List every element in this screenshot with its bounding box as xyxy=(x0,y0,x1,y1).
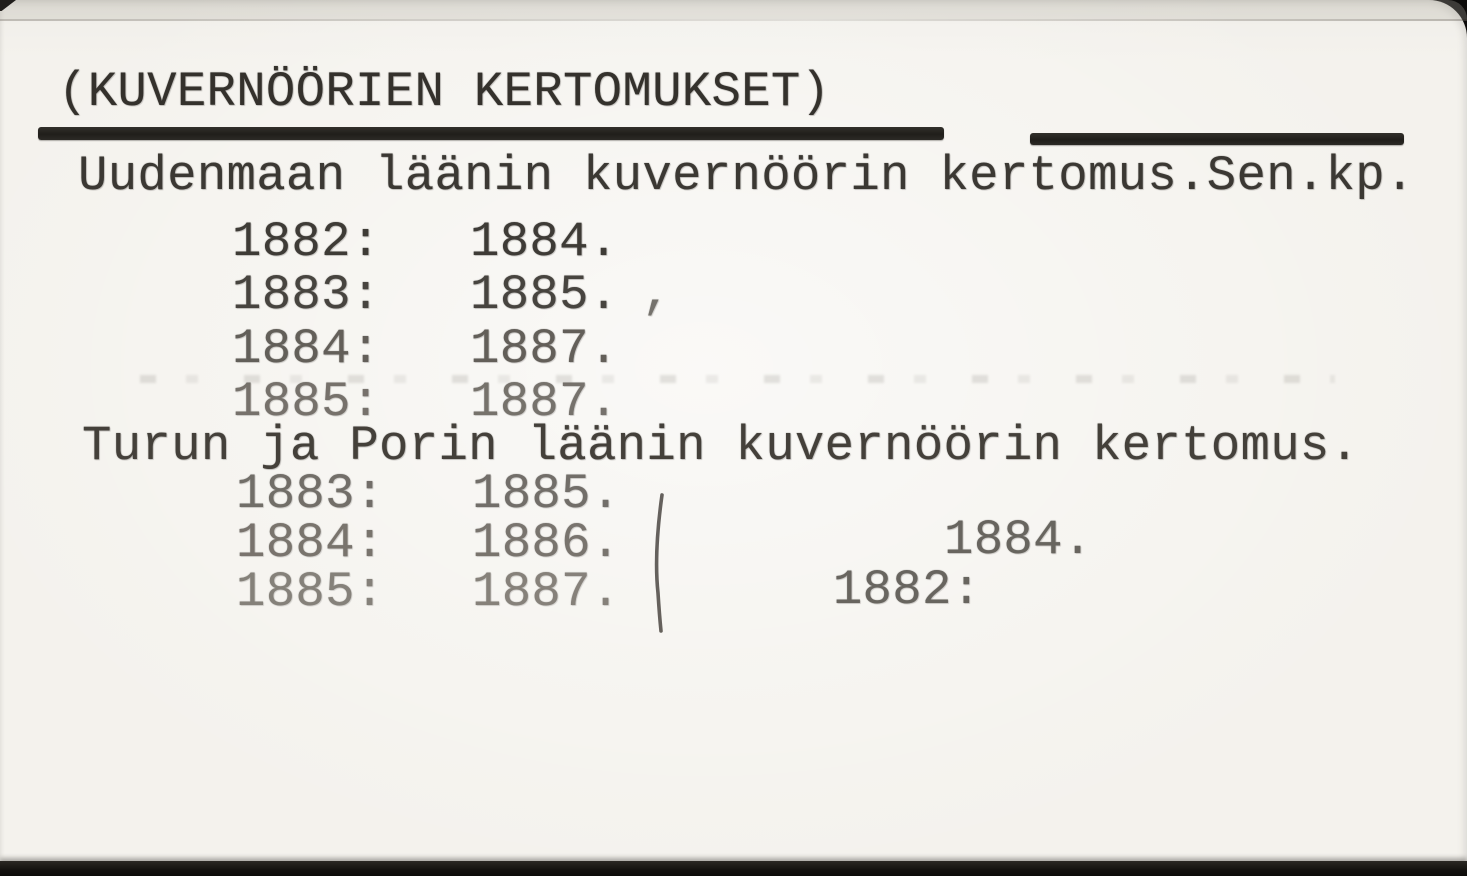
title-underline-rule xyxy=(38,127,944,140)
section-heading-uudenmaan: Uudenmaan läänin kuvernöörin kertomus.Sen.kp. xyxy=(78,148,1415,204)
ref-cell: 1887. xyxy=(472,564,621,620)
year-cell: 1884: xyxy=(232,321,381,377)
year-cell: 1884: xyxy=(236,515,385,571)
year-cell: 1882: xyxy=(832,562,982,618)
secondary-rule xyxy=(1030,133,1404,145)
ref-cell: 1884. xyxy=(470,214,619,270)
year-cell: 1885: xyxy=(232,374,381,430)
ref-cell: 1886. xyxy=(472,515,621,571)
card-top-seam-line xyxy=(0,19,1467,21)
card-top-edge-shading xyxy=(0,0,1467,19)
year-entry-row xyxy=(232,267,619,323)
year-entry-row xyxy=(232,321,619,377)
year-cell: 1882: xyxy=(232,214,381,270)
stray-comma-mark: , xyxy=(642,266,672,322)
ref-cell: 1887. xyxy=(470,374,619,430)
side-year-entry xyxy=(714,512,1093,720)
card-title: (KUVERNÖÖRIEN KERTOMUKSET) xyxy=(58,64,831,120)
year-entry-row xyxy=(232,214,619,270)
ref-cell: 1887. xyxy=(470,321,619,377)
year-cell: 1883: xyxy=(236,466,385,522)
section-heading-turun-porin: Turun ja Porin läänin kuvernöörin kertomus. xyxy=(82,418,1360,474)
year-list-uudenmaan xyxy=(232,214,619,430)
year-entry-row xyxy=(236,564,621,620)
year-cell: 1885: xyxy=(236,564,385,620)
handwritten-ink-divider-line xyxy=(648,493,670,633)
year-entry-row xyxy=(236,466,621,522)
ref-cell: 1885. xyxy=(472,466,621,522)
year-cell: 1883: xyxy=(232,267,381,323)
year-list-turun-porin xyxy=(236,466,621,620)
ref-cell: 1885. xyxy=(470,267,619,323)
card-bottom-scan-edge xyxy=(0,861,1467,876)
ref-cell: 1884. xyxy=(944,512,1093,568)
year-entry-row xyxy=(236,515,621,571)
